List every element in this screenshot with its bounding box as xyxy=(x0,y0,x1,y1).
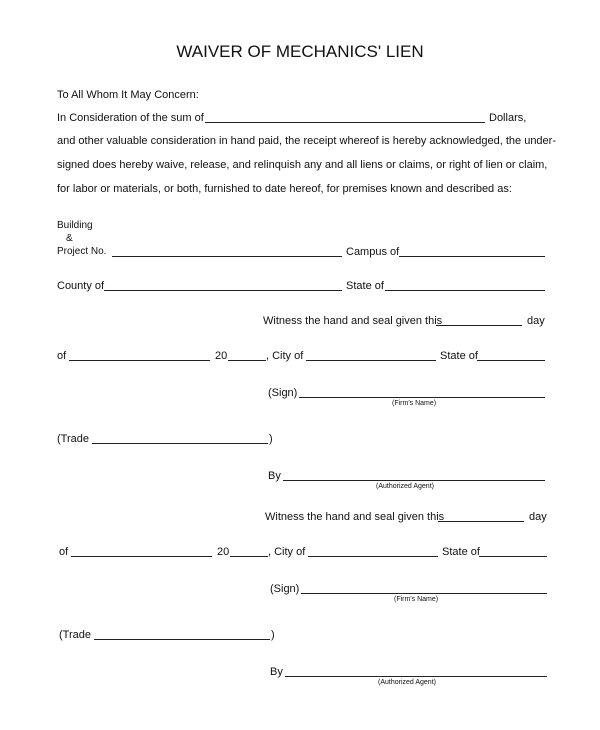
firm-name-blank[interactable] xyxy=(301,593,547,594)
paragraph-line: signed does hereby waive, release, and relinquish any and all liens or claims, or right of lien or claim, xyxy=(57,159,548,171)
day-label: day xyxy=(527,315,545,327)
witness-text: Witness the hand and seal given this xyxy=(263,315,443,327)
city-label: , City of xyxy=(266,350,304,362)
state-label: State of xyxy=(440,350,478,362)
county-label: County of xyxy=(57,280,105,292)
campus-blank[interactable] xyxy=(399,256,545,257)
trade-blank[interactable] xyxy=(92,443,268,444)
salutation: To All Whom It May Concern: xyxy=(57,89,199,101)
year-prefix: 20 xyxy=(217,546,230,558)
firm-name-caption: (Firm's Name) xyxy=(392,400,437,407)
trade-label: (Trade xyxy=(57,433,89,445)
month-blank[interactable] xyxy=(69,360,210,361)
year-blank[interactable] xyxy=(228,360,266,361)
firm-name-caption: (Firm's Name) xyxy=(394,596,439,603)
trade-label: (Trade xyxy=(59,629,91,641)
agent-blank[interactable] xyxy=(285,676,547,677)
dollars-label: Dollars, xyxy=(489,112,527,124)
firm-name-blank[interactable] xyxy=(299,397,545,398)
building-label: Building xyxy=(57,220,93,231)
witness-text: Witness the hand and seal given this xyxy=(265,511,445,523)
state-blank[interactable] xyxy=(477,360,545,361)
project-blank[interactable] xyxy=(112,256,342,257)
campus-label: Campus of xyxy=(346,246,400,258)
day-label: day xyxy=(529,511,547,523)
day-blank[interactable] xyxy=(438,521,524,522)
city-blank[interactable] xyxy=(306,360,436,361)
year-prefix: 20 xyxy=(215,350,228,362)
sum-blank[interactable] xyxy=(205,122,485,123)
consideration-label: In Consideration of the sum of xyxy=(57,112,204,124)
by-label: By xyxy=(270,666,283,678)
ampersand: & xyxy=(66,233,73,244)
sign-label: (Sign) xyxy=(268,387,298,399)
state-label: State of xyxy=(442,546,480,558)
trade-close: ) xyxy=(271,629,275,641)
paragraph-line: for labor or materials, or both, furnished to date hereof, for premises known and described as: xyxy=(57,183,512,195)
county-blank[interactable] xyxy=(104,290,342,291)
trade-close: ) xyxy=(269,433,273,445)
document-title: WAIVER OF MECHANICS' LIEN xyxy=(176,42,424,61)
year-blank[interactable] xyxy=(230,556,268,557)
of-label: of xyxy=(57,350,67,362)
by-label: By xyxy=(268,470,281,482)
project-label: Project No. xyxy=(57,246,107,257)
city-blank[interactable] xyxy=(308,556,438,557)
agent-caption: (Authorized Agent) xyxy=(378,679,436,686)
paragraph-line: and other valuable consideration in hand paid, the receipt whereof is hereby acknowledged, the under- xyxy=(57,135,556,147)
state-blank[interactable] xyxy=(385,290,545,291)
agent-caption: (Authorized Agent) xyxy=(376,483,434,490)
sign-label: (Sign) xyxy=(270,583,300,595)
state-blank[interactable] xyxy=(479,556,547,557)
state-label: State of xyxy=(346,280,384,292)
day-blank[interactable] xyxy=(436,325,522,326)
of-label: of xyxy=(59,546,69,558)
month-blank[interactable] xyxy=(71,556,212,557)
trade-blank[interactable] xyxy=(94,639,270,640)
city-label: , City of xyxy=(268,546,306,558)
agent-blank[interactable] xyxy=(283,480,545,481)
